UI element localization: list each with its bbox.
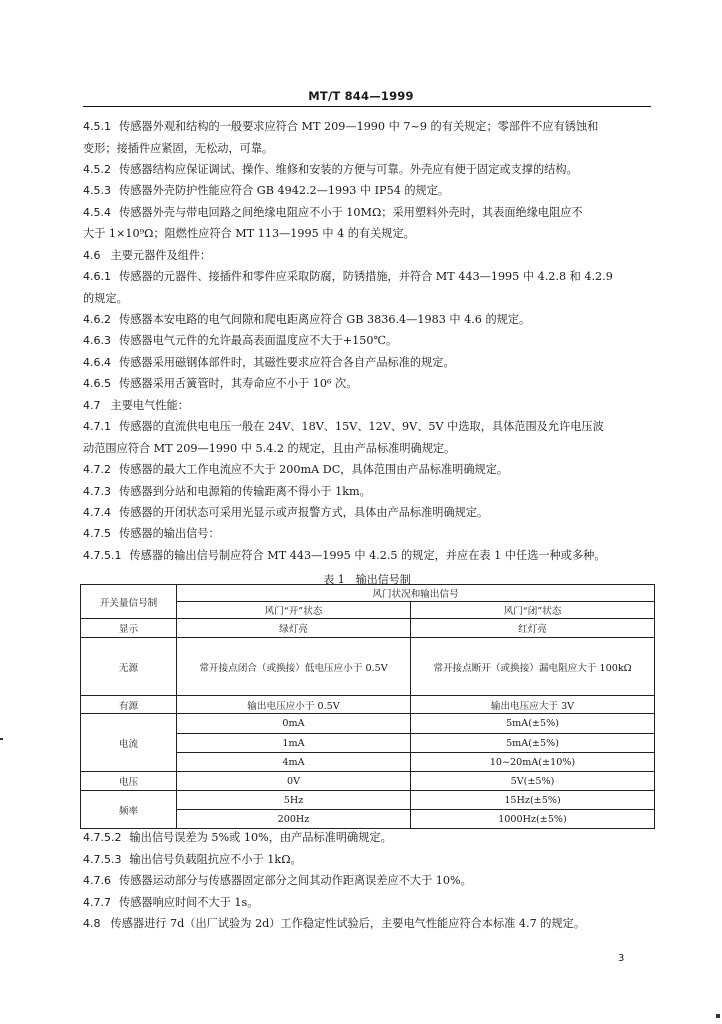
table-group-header: 风门状况和输出信号 — [177, 585, 655, 602]
clause-line — [83, 549, 651, 563]
clause-number: 4.6.5 — [83, 377, 111, 390]
scan-mark — [716, 1014, 720, 1018]
cell-closed: 常开接点断开（或换接）漏电阻应大于 100kΩ — [411, 638, 655, 696]
clause-text: 主要电气性能： — [110, 399, 189, 412]
table-caption: 表 1 输出信号制 — [323, 573, 411, 586]
clause-line — [83, 874, 651, 888]
cell-closed: 5mA(±5%) — [411, 734, 655, 753]
header-rule — [83, 106, 651, 107]
clause-line — [83, 853, 651, 867]
clause-number: 4.5.1 — [83, 120, 111, 133]
clause-text: 传感器的直流供电电压一般在 24V、18V、15V、12V、9V、5V 中选取，具体范围及允许电压波 — [119, 420, 604, 433]
cell-closed: 输出电压应大于 3V — [411, 696, 655, 714]
clause-number: 4.7.2 — [83, 463, 111, 476]
clause-line — [83, 249, 651, 263]
clause-line — [83, 896, 651, 910]
clause-text: 变形；接插件应紧固，无松动，可靠。 — [83, 142, 274, 155]
clause-text: 传感器的元器件、接插件和零件应采取防腐，防锈措施，并符合 MT 443—1995 中 4.2.8 和 4.2.9 — [119, 270, 613, 283]
col-header-open: 风门“开”状态 — [177, 602, 411, 619]
cell-open: 绿灯亮 — [177, 619, 411, 638]
clause-line — [83, 377, 651, 391]
row-label: 有源 — [81, 696, 177, 714]
standard-header: MT/T 844—1999 — [308, 89, 414, 103]
clause-line — [83, 420, 651, 434]
row-label: 无源 — [81, 638, 177, 696]
clause-text: 传感器到分站和电源箱的传输距离不得小于 1km。 — [119, 485, 371, 498]
page-number: 3 — [618, 953, 625, 964]
clause-text: 传感器采用舌簧管时，其寿命应不小于 10⁶ 次。 — [119, 377, 358, 390]
clause-number: 4.7.6 — [83, 874, 111, 887]
cell-open: 200Hz — [177, 810, 411, 829]
cell-open: 5Hz — [177, 791, 411, 810]
clause-number: 4.8 — [83, 917, 101, 930]
clause-line — [83, 142, 651, 156]
cell-open: 4mA — [177, 753, 411, 772]
clause-number: 4.5.2 — [83, 163, 111, 176]
cell-open: 输出电压应小于 0.5V — [177, 696, 411, 714]
clause-line — [83, 485, 651, 499]
clause-text: 大于 1×10⁹Ω；阻燃性应符合 MT 113—1995 中 4 的有关规定。 — [83, 227, 415, 240]
clause-text: 传感器结构应保证调试、操作、维修和安装的方便与可靠。外壳应有便于固定或支撑的结构。 — [119, 163, 578, 176]
row-label: 显示 — [81, 619, 177, 638]
table-corner-header: 开关量信号制 — [81, 585, 177, 619]
clause-line — [83, 184, 651, 198]
clause-text: 传感器响应时间不大于 1s。 — [119, 896, 259, 909]
clause-number: 4.7.5.2 — [83, 831, 122, 844]
clause-number: 4.5.3 — [83, 184, 111, 197]
clause-number: 4.5.4 — [83, 206, 111, 219]
clause-line — [83, 227, 651, 241]
clause-line — [83, 120, 651, 134]
cell-closed: 5mA(±5%) — [411, 714, 655, 734]
clause-number: 4.6.1 — [83, 270, 111, 283]
clause-text: 传感器的输出信号： — [119, 527, 220, 540]
clause-number: 4.7.5 — [83, 527, 111, 540]
clause-text: 传感器外观和结构的一般要求应符合 MT 209—1990 中 7~9 的有关规定；零部件不应有锈蚀和 — [119, 120, 599, 133]
clause-text: 输出信号误差为 5%或 10%，由产品标准明确规定。 — [129, 831, 392, 844]
clause-text: 的规定。 — [83, 292, 128, 305]
clause-text: 传感器进行 7d（出厂试验为 2d）工作稳定性试验后，主要电气性能应符合本标准 4.7 的规定。 — [110, 917, 586, 930]
clause-line — [83, 313, 651, 327]
clause-number: 4.7 — [83, 399, 101, 412]
clause-line — [83, 442, 651, 456]
clause-text: 主要元器件及组件： — [110, 249, 212, 262]
clause-line — [83, 831, 651, 845]
table-row — [81, 696, 655, 714]
cell-closed: 红灯亮 — [411, 619, 655, 638]
scan-mark — [0, 738, 3, 740]
clause-text: 传感器采用磁钢体部件时，其磁性要求应符合各自产品标准的规定。 — [119, 356, 455, 369]
clause-text: 传感器的最大工作电流应不大于 200mA DC，具体范围由产品标准明确规定。 — [119, 463, 509, 476]
clause-number: 4.7.7 — [83, 896, 111, 909]
cell-closed: 5V(±5%) — [411, 772, 655, 791]
clause-text: 传感器外壳与带电回路之间绝缘电阻应不小于 10MΩ；采用塑料外壳时，其表面绝缘电阻应不 — [119, 206, 583, 219]
cell-open: 0mA — [177, 714, 411, 734]
table-row — [81, 714, 655, 734]
clause-line — [83, 270, 651, 284]
clause-line — [83, 399, 651, 413]
table-row — [81, 619, 655, 638]
table-row — [81, 638, 655, 696]
clause-text: 传感器运动部分与传感器固定部分之间其动作距离误差应不大于 10%。 — [119, 874, 472, 887]
clause-number: 4.7.5.3 — [83, 853, 122, 866]
clause-number: 4.6 — [83, 249, 101, 262]
cell-open: 常开接点闭合（或换接）低电压应小于 0.5V — [177, 638, 411, 696]
clause-line — [83, 292, 651, 306]
clause-number: 4.7.4 — [83, 506, 111, 519]
clause-text: 传感器外壳防护性能应符合 GB 4942.2—1993 中 IP54 的规定。 — [119, 184, 450, 197]
clause-text: 传感器的输出信号制应符合 MT 443—1995 中 4.2.5 的规定，并应在表 1 中任选一种或多种。 — [129, 549, 606, 562]
clause-number: 4.7.1 — [83, 420, 111, 433]
cell-closed: 1000Hz(±5%) — [411, 810, 655, 829]
clause-line — [83, 463, 651, 477]
col-header-closed: 风门“闭”状态 — [411, 602, 655, 619]
cell-closed: 10~20mA(±10%) — [411, 753, 655, 772]
row-label: 频率 — [81, 791, 177, 829]
clause-line — [83, 506, 651, 520]
clause-line — [83, 527, 651, 541]
row-label: 电压 — [81, 772, 177, 791]
clause-line — [83, 163, 651, 177]
clause-text: 传感器电气元件的允许最高表面温度应不大于+150℃。 — [119, 334, 398, 347]
cell-closed: 15Hz(±5%) — [411, 791, 655, 810]
clause-line — [83, 206, 651, 220]
cell-open: 1mA — [177, 734, 411, 753]
cell-open: 0V — [177, 772, 411, 791]
clause-number: 4.6.4 — [83, 356, 111, 369]
clause-line — [83, 334, 651, 348]
clause-line — [83, 917, 651, 931]
row-label: 电流 — [81, 714, 177, 772]
clause-number: 4.6.2 — [83, 313, 111, 326]
table-row — [81, 791, 655, 810]
clause-text: 输出信号负载阻抗应不小于 1kΩ。 — [129, 853, 302, 866]
table-row — [81, 772, 655, 791]
clause-number: 4.6.3 — [83, 334, 111, 347]
clause-line — [83, 356, 651, 370]
clause-number: 4.7.3 — [83, 485, 111, 498]
clause-text: 动范围应符合 MT 209—1990 中 5.4.2 的规定，且由产品标准明确规定。 — [83, 442, 456, 455]
output-signal-table — [80, 584, 655, 829]
clause-text: 传感器的开闭状态可采用光显示或声报警方式，具体由产品标准明确规定。 — [119, 506, 489, 519]
clause-text: 传感器本安电路的电气间隙和爬电距离应符合 GB 3836.4—1983 中 4.6 的规定。 — [119, 313, 531, 326]
clause-number: 4.7.5.1 — [83, 549, 122, 562]
